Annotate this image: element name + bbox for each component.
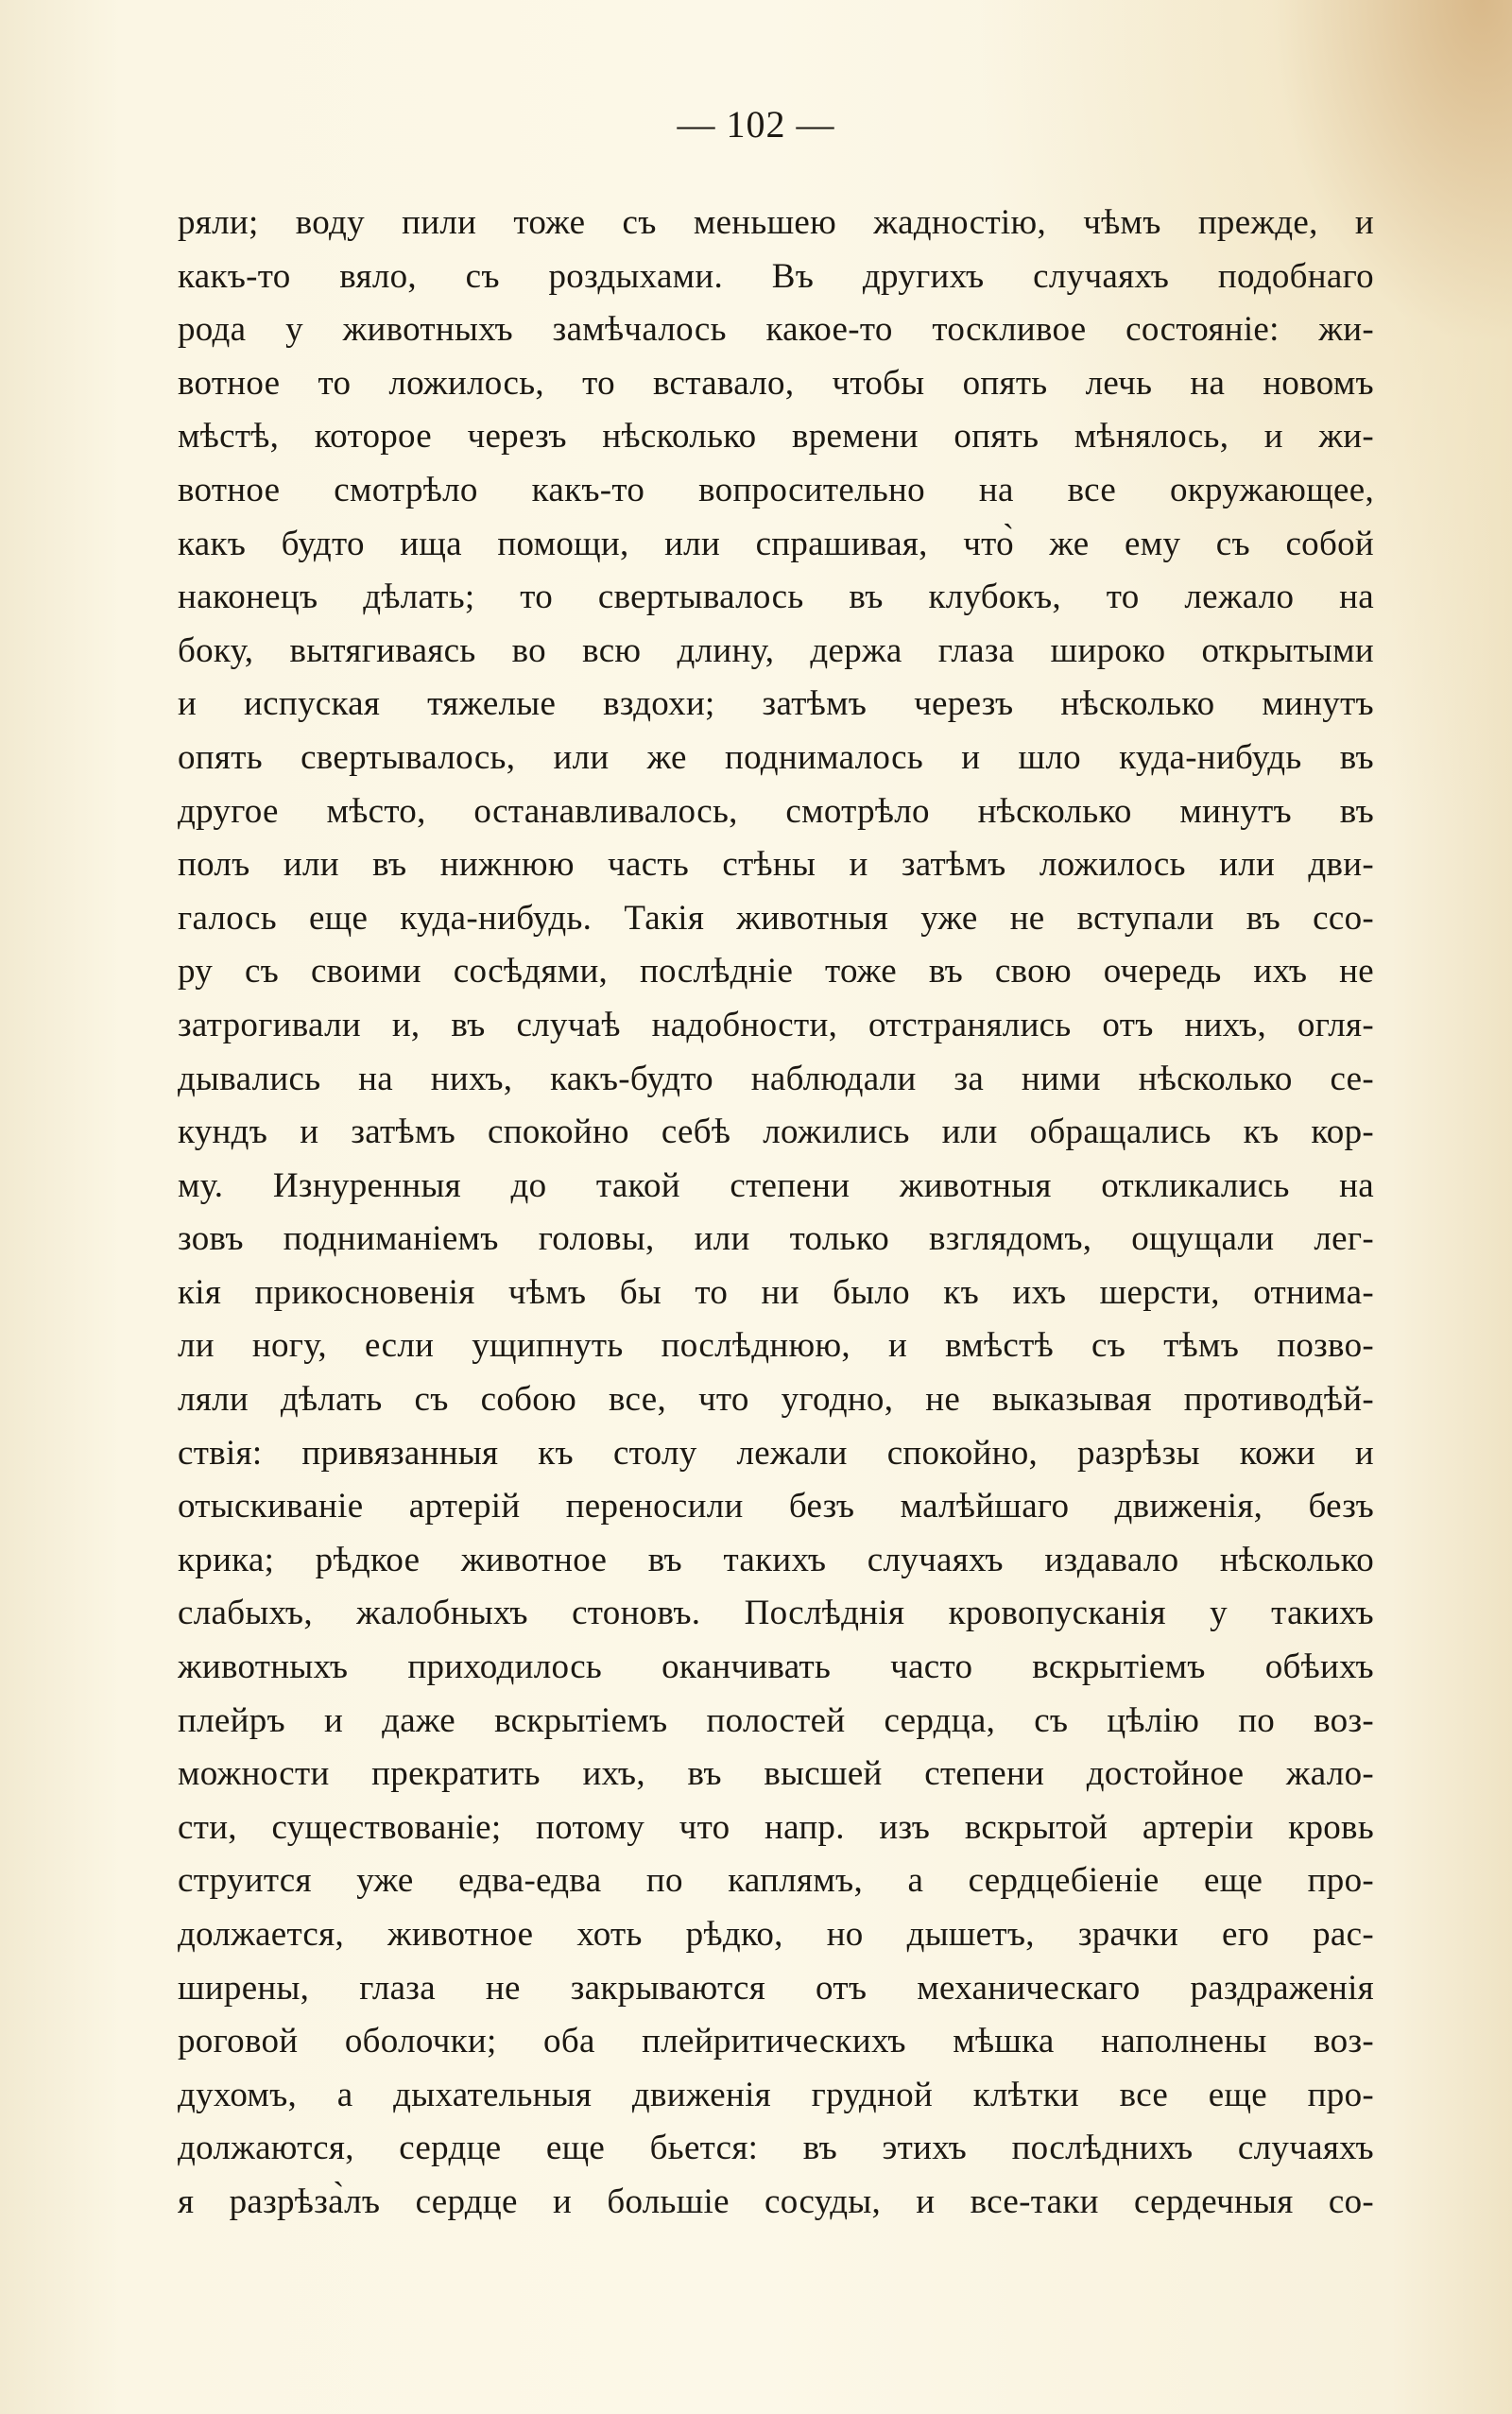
text-line: и испуская тяжелые вздохи; затѣмъ черезъ нѣсколько минутъ [178, 684, 1374, 724]
text-line: ширены, глаза не закрываются отъ механическаго раздраженія [178, 1968, 1374, 2008]
text-line: плейръ и даже вскрытіемъ полостей сердца, съ цѣлію по воз- [178, 1700, 1374, 1740]
text-line: вотное смотрѣло какъ-то вопросительно на все окружающее, [178, 470, 1374, 509]
text-line: вотное то ложилось, то вставало, чтобы опять лечь на новомъ [178, 363, 1374, 403]
text-line: роговой оболочки; оба плейритическихъ мѣшка наполнены воз- [178, 2022, 1374, 2061]
text-line: отыскиваніе артерій переносили безъ малѣйшаго движенія, безъ [178, 1487, 1374, 1526]
text-line: ствія: привязанныя къ столу лежали спокойно, разрѣзы кожи и [178, 1433, 1374, 1473]
text-line: струится уже едва-едва по каплямъ, а сердцебіеніе еще про- [178, 1861, 1374, 1901]
text-line: мѣстѣ, которое черезъ нѣсколько времени опять мѣнялось, и жи- [178, 417, 1374, 457]
text-line: ли ногу, если ущипнуть послѣднюю, и вмѣстѣ съ тѣмъ позво- [178, 1326, 1374, 1366]
text-line: должается, животное хоть рѣдко, но дышетъ, зрачки его рас- [178, 1915, 1374, 1954]
text-line: боку, вытягиваясь во всю длину, держа глаза широко открытыми [178, 630, 1374, 670]
text-line: наконецъ дѣлать; то свертывалось въ клубокъ, то лежало на [178, 578, 1374, 617]
text-line: животныхъ приходилось оканчивать часто вскрытіемъ обѣихъ [178, 1647, 1374, 1687]
text-line: рода у животныхъ замѣчалось какое-то тоскливое состояніе: жи- [178, 310, 1374, 350]
text-line: какъ будто ища помощи, или спрашивая, что̀ же ему съ собой [178, 524, 1374, 563]
text-line: му. Изнуренныя до такой степени животныя откликались на [178, 1165, 1374, 1205]
text-line: кія прикосновенія чѣмъ бы то ни было къ ихъ шерсти, отнима- [178, 1272, 1374, 1312]
page-number: — 102 — [677, 103, 835, 146]
text-line: можности прекратить ихъ, въ высшей степени достойное жало- [178, 1754, 1374, 1794]
text-line: какъ-то вяло, съ роздыхами. Въ другихъ случаяхъ подобнаго [178, 256, 1374, 296]
body-text [178, 197, 1374, 2230]
text-line: сти, существованіе; потому что напр. изъ вскрытой артеріи кровь [178, 1807, 1374, 1847]
text-line: я разрѣза̀лъ сердце и большіе сосуды, и все-таки сердечныя со- [178, 2181, 1374, 2221]
text-line: дывались на нихъ, какъ-будто наблюдали за ними нѣсколько се- [178, 1059, 1374, 1098]
text-line: галось еще куда-нибудь. Такія животныя уже не вступали въ ссо- [178, 898, 1374, 938]
text-line: полъ или въ нижнюю часть стѣны и затѣмъ ложилось или дви- [178, 845, 1374, 885]
text-line: другое мѣсто, останавливалось, смотрѣло нѣсколько минутъ въ [178, 791, 1374, 831]
text-line: слабыхъ, жалобныхъ стоновъ. Послѣднія кровопусканія у такихъ [178, 1594, 1374, 1633]
text-line: затрогивали и, въ случаѣ надобности, отстранялись отъ нихъ, огля- [178, 1005, 1374, 1044]
text-line: кундъ и затѣмъ спокойно себѣ ложились или обращались къ кор- [178, 1112, 1374, 1152]
text-line: крика; рѣдкое животное въ такихъ случаяхъ издавало нѣсколько [178, 1540, 1374, 1579]
text-line: ряли; воду пили тоже съ меньшею жадностію, чѣмъ прежде, и [178, 203, 1374, 242]
text-line: духомъ, а дыхательныя движенія грудной клѣтки все еще про- [178, 2075, 1374, 2114]
text-line: ру съ своими сосѣдями, послѣдніе тоже въ свою очередь ихъ не [178, 952, 1374, 991]
text-line: зовъ подниманіемъ головы, или только взглядомъ, ощущали лег- [178, 1219, 1374, 1259]
text-line: ляли дѣлать съ собою все, что угодно, не выказывая противодѣй- [178, 1380, 1374, 1420]
text-line: опять свертывалось, или же поднималось и шло куда-нибудь въ [178, 737, 1374, 777]
text-line: должаются, сердце еще бьется: въ этихъ послѣднихъ случаяхъ [178, 2129, 1374, 2168]
